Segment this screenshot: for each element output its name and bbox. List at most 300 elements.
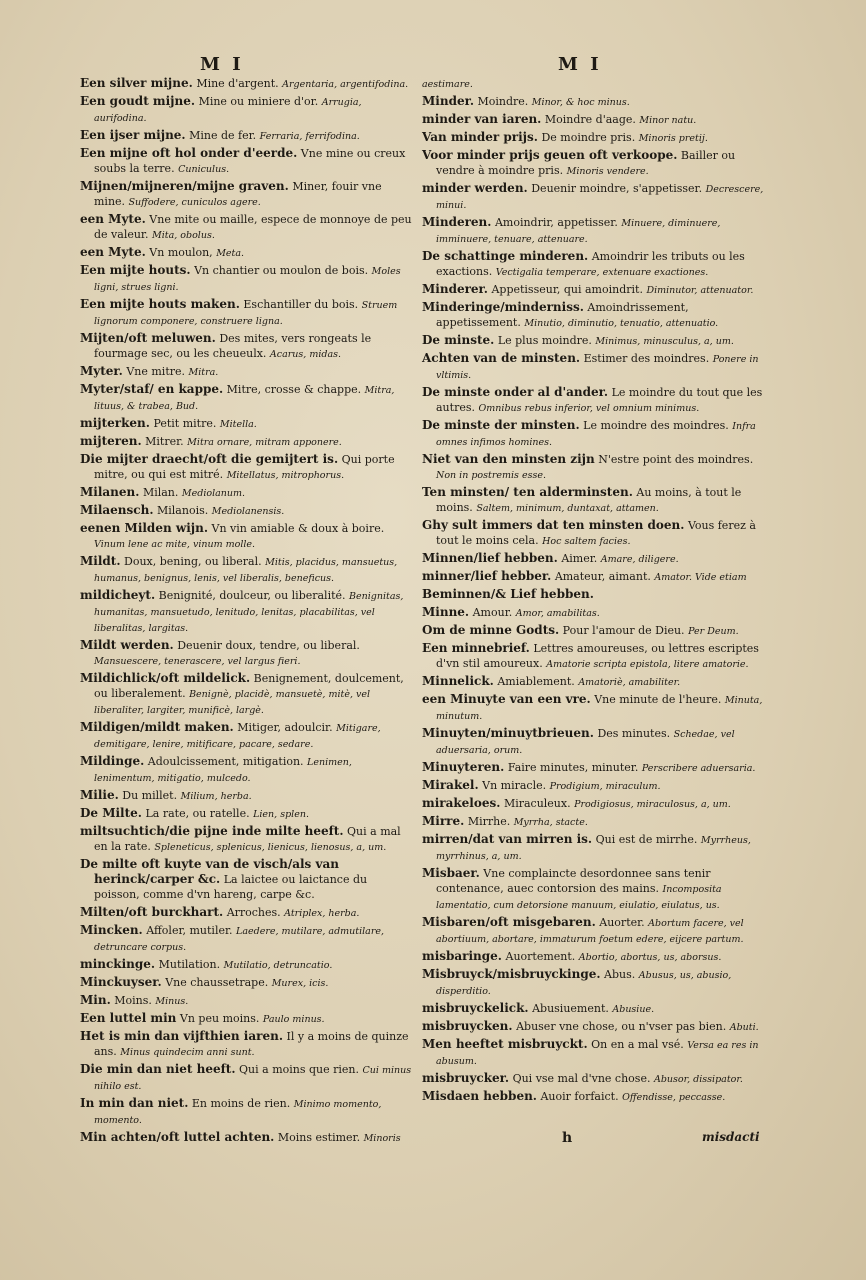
french-gloss: En moins de rien. [191,1097,291,1110]
dictionary-entry [80,364,415,380]
french-gloss: Vne complaincte desordonnee sans tenir contenance, auec contorsion des mains. [436,867,711,895]
headword: een Myte. [80,245,146,259]
headword: De schattinge minderen. [422,249,589,263]
latin-gloss: Mansuescere, tenerascere, vel largus fieri. [94,656,301,667]
latin-gloss: Minor natu. [639,115,697,126]
headword: Mildichlick/oft mildelick. [80,671,251,685]
latin-gloss: Perscribere aduersaria. [641,763,756,774]
dictionary-entry [422,485,770,516]
french-gloss: Affoler, mutiler. [146,924,233,937]
french-gloss: Moins estimer. [277,1131,361,1144]
dictionary-entry [80,1130,415,1146]
french-gloss: Des minutes. [597,727,671,740]
latin-gloss: Argentaria, argentifodina. [282,79,409,90]
french-gloss: Arroches. [226,906,281,919]
latin-gloss: Minor, & hoc minus. [531,97,630,108]
dictionary-entry [422,300,770,331]
headword: Minuyteren. [422,760,505,774]
headword: Ghy sult immers dat ten minsten doen. [422,518,685,532]
latin-gloss: Hoc saltem facies. [542,536,631,547]
french-gloss: Au moins, à tout le moins. [436,486,742,514]
dictionary-entry [422,814,770,830]
french-gloss: Le moindre des moindres. [583,419,729,432]
dictionary-entry [422,452,770,483]
dictionary-entry [422,796,770,812]
french-gloss: Il y a moins de quinze ans. [94,1030,409,1058]
dictionary-entry [80,905,415,921]
french-gloss: Vn peu moins. [179,1012,260,1025]
latin-gloss: Cuniculus. [178,164,230,175]
french-gloss: Vne minute de l'heure. [594,693,722,706]
headword: Minuyten/minuytbrieuen. [422,726,594,740]
headword: miltsuchtich/die pijne inde milte heeft. [80,824,344,838]
headword: Beminnen/& Lief hebben. [422,587,594,601]
latin-gloss: Diminutor, attenuator. [646,285,754,296]
headword: Mijnen/mijneren/mijne graven. [80,179,289,193]
latin-gloss: Cui minus nihilo est. [94,1065,412,1092]
latin-gloss: Amor, amabilitas. [515,608,600,619]
headword: mildicheyt. [80,588,156,602]
latin-gloss: Atriplex, herba. [284,908,360,919]
headword: minner/lief hebber. [422,569,552,583]
dictionary-entry [422,215,770,247]
latin-gloss: Mitis, placidus, mansuetus, humanus, benignus, lenis, vel liberalis, beneficus. [94,557,398,584]
headword: misbruyckelick. [422,1001,529,1015]
dictionary-entry [422,282,770,298]
headword: misbruycker. [422,1071,510,1085]
dictionary-entry [80,76,415,92]
dictionary-entry [80,671,415,718]
headword: minckinge. [80,957,156,971]
headword: Een mijte houts. [80,263,191,277]
french-gloss: Milan. [142,486,179,499]
latin-gloss: Suffodere, cuniculos agere. [128,197,261,208]
dictionary-entry [80,128,415,144]
latin-gloss: Benignitas, humanitas, mansuetudo, lenitudo, lenitas, placabilitas, vel liberalitas, largitas. [94,591,404,634]
french-gloss: Vne chaussetrape. [165,976,269,989]
headword: Minckuyser. [80,975,162,989]
dictionary-entry [80,1029,415,1060]
latin-gloss: Prodigium, miraculum. [549,781,661,792]
dictionary-entry [422,249,770,280]
headword: Milten/oft burckhart. [80,905,224,919]
dictionary-entry [80,1062,415,1094]
french-gloss: Eschantiller du bois. [243,298,359,311]
french-gloss: Mitiger, adoulcir. [237,721,333,734]
dictionary-entry [80,245,415,261]
french-gloss: Miner, fouir vne mine. [94,180,382,208]
french-gloss: Deuenir doux, tendre, ou liberal. [177,639,360,652]
dictionary-entry [422,760,770,776]
latin-gloss: Mita, obolus. [151,230,215,241]
signature-mark: h [562,1130,573,1146]
dictionary-entry [80,754,415,786]
french-gloss: Amiablement. [497,675,575,688]
french-gloss: Amoindrissement, appetissement. [436,301,689,329]
french-gloss: Moindre d'aage. [544,113,636,126]
dictionary-entry [80,521,415,552]
french-gloss: Mine de fer. [189,129,257,142]
dictionary-entry [80,452,415,483]
french-gloss: Bailler ou vendre à moindre pris. [436,149,736,177]
dictionary-entry [422,112,770,128]
dictionary-entry [80,957,415,973]
dictionary-entry [80,179,415,210]
french-gloss: Estimer des moindres. [583,352,710,365]
headword: mijteren. [80,434,142,448]
headword: mirakeloes. [422,796,501,810]
dictionary-entry [80,94,415,126]
french-gloss: Qui a mal en la rate. [94,825,401,853]
french-gloss: Moindre. [477,95,529,108]
latin-gloss: Minoris pretij. [638,133,708,144]
latin-gloss: Mitra. [188,367,219,378]
headword: Myter/staf/ en kappe. [80,382,224,396]
latin-gloss: Mediolanensis. [211,506,285,517]
french-gloss: N'estre point des moindres. [598,453,754,466]
headword: Van minder prijs. [422,130,538,144]
latin-gloss: Lenimen, lenimentum, mitigatio, mulcedo. [94,757,352,784]
latin-gloss: Amatorie scripta epistola, litere amatorie. [546,659,749,670]
latin-gloss: aestimare. [422,79,473,90]
french-gloss: Vn moulon, [149,246,213,259]
french-gloss: Mutilation. [158,958,221,971]
french-gloss: Vn miracle. [482,779,547,792]
dictionary-entry [80,263,415,295]
latin-gloss: Minus quindecim anni sunt. [120,1047,255,1058]
headword: Min. [80,993,111,1007]
latin-gloss: Abusiue. [612,1004,655,1015]
latin-gloss: Minimus, minusculus, a, um. [595,336,734,347]
dictionary-entry [80,146,415,177]
headword: Minnen/lief hebben. [422,551,558,565]
headword: Achten van de minsten. [422,351,581,365]
headword: Om de minne Godts. [422,623,560,637]
dictionary-entry [80,503,415,519]
french-gloss: Abuser vne chose, ou n'vser pas bien. [516,1020,727,1033]
headword: Voor minder prijs geuen oft verkoope. [422,148,678,162]
dictionary-entry [422,351,770,383]
french-gloss: Vne mine ou creux soubs la terre. [94,147,406,175]
french-gloss: Abusiuement. [532,1002,609,1015]
latin-gloss: Mitra, lituus, & trabea, Bud. [94,385,395,412]
latin-gloss: Vectigalia temperare, extenuare exactiones. [495,267,709,278]
headword: minder werden. [422,181,528,195]
headword: De minste. [422,333,495,347]
latin-gloss: Spleneticus, splenicus, lienicus, lienosus, a, um. [154,842,387,853]
dictionary-entry [80,720,415,752]
headword: Mildt werden. [80,638,174,652]
dictionary-entry [422,333,770,349]
dictionary-entry [422,551,770,567]
dictionary-entry [422,181,770,213]
latin-gloss: Amatoriè, amabiliter. [578,677,681,688]
headword: Mildt. [80,554,121,568]
dictionary-entry [80,1096,415,1128]
latin-gloss: Minuere, diminuere, imminuere, tenuare, attenuare. [436,218,721,245]
french-gloss: Mine ou miniere d'or. [198,95,319,108]
latin-gloss: Infra omnes infimos homines. [436,421,756,448]
headword: Die mijter draecht/oft die gemijtert is. [80,452,339,466]
dictionary-entry [80,788,415,804]
dictionary-entry [422,949,770,965]
headword: De milte oft kuyte van de visch/als van herinck/carper &c. [80,857,339,886]
dictionary-entry [422,569,770,585]
french-gloss: Miraculeux. [503,797,571,810]
headword: Misbruyck/misbruyckinge. [422,967,601,981]
latin-gloss: Myrrheus, myrrhinus, a, um. [436,835,751,862]
french-gloss: On en a mal vsé. [591,1038,684,1051]
dictionary-entry [422,605,770,621]
dictionary-entry [422,726,770,758]
headword: Een mijte houts maken. [80,297,240,311]
headword: eenen Milden wijn. [80,521,208,535]
french-gloss: Le plus moindre. [497,334,592,347]
dictionary-entry [422,915,770,947]
dictionary-entry [422,1071,770,1087]
latin-gloss: Saltem, minimum, duntaxat, attamen. [476,503,659,514]
latin-gloss: Abortio, abortus, us, aborsus. [578,952,722,963]
headword: Een goudt mijne. [80,94,196,108]
latin-gloss: Minutio, diminutio, tenuatio, attenuatio. [524,318,719,329]
latin-gloss: Mitra ornare, mitram apponere. [187,437,342,448]
headword: Misbaer. [422,866,480,880]
latin-gloss: Paulo minus. [262,1014,325,1025]
dictionary-entry [422,148,770,179]
dictionary-entry [80,331,415,362]
headword: Mirakel. [422,778,479,792]
french-gloss: Appetisseur, qui amoindrit. [491,283,643,296]
headword: mijterken. [80,416,150,430]
french-gloss: Deuenir moindre, s'appetisser. [531,182,703,195]
dictionary-entry [80,857,415,903]
left-column [80,76,415,1148]
headword: Een ijser mijne. [80,128,186,142]
dictionary-entry [80,923,415,955]
headword: Minder. [422,94,474,108]
latin-gloss: Abortum facere, vel abortiuum, abortare, immaturum foetum edere, eijcere partum. [436,918,744,945]
headword: Minnelick. [422,674,494,688]
french-gloss: Aimer. [561,552,598,565]
french-gloss: La laictee ou laictance du poisson, comme d'vn hareng, carpe &c. [94,873,368,901]
french-gloss: Benignement, doulcement, ou liberalement. [94,672,404,700]
headword: Ten minsten/ ten alderminsten. [422,485,633,499]
latin-gloss: Prodigiosus, miraculosus, a, um. [574,799,731,810]
french-gloss: Vn vin amiable & doux à boire. [211,522,385,535]
latin-gloss: Meta. [216,248,245,259]
headword: Myter. [80,364,123,378]
latin-gloss: Struem lignorum componere, construere ligna. [94,300,398,327]
headword: Milaensch. [80,503,154,517]
dictionary-entry [422,130,770,146]
dictionary-entry [422,1089,770,1105]
latin-gloss: Omnibus rebus inferior, vel omnium minimus. [478,403,700,414]
french-gloss: Petit mitre. [153,417,217,430]
french-gloss: Vne mite ou maille, espece de monnoye de peu de valeur. [94,213,412,241]
latin-gloss: Laedere, mutilare, admutilare, detruncare corpus. [94,926,385,953]
headword: De minste der minsten. [422,418,580,432]
dictionary-entry [80,975,415,991]
french-gloss: Amoindrir les tributs ou les exactions. [436,250,745,278]
latin-gloss: Schedae, vel aduersaria, orum. [436,729,735,756]
headword: Min achten/oft luttel achten. [80,1130,275,1144]
headword: misbaringe. [422,949,502,963]
french-gloss: Amoindrir, appetisser. [494,216,618,229]
dictionary-entry [80,554,415,586]
latin-gloss: Mitella. [219,419,257,430]
latin-gloss: Arrugia, aurifodina. [94,97,362,124]
headword: Een luttel min [80,1011,177,1025]
headword: Men heeftet misbruyckt. [422,1037,588,1051]
latin-gloss: Incomposita lamentatio, cum detorsione manuum, eiulatio, eiulatus, us. [436,884,722,911]
french-gloss: Mitre, crosse & chappe. [226,383,362,396]
french-gloss: Benignité, doulceur, ou liberalité. [158,589,346,602]
headword: De minste onder al d'ander. [422,385,609,399]
latin-gloss: Offendisse, peccasse. [622,1092,726,1103]
latin-gloss: Minuta, minutum. [436,695,763,722]
headword: Minderen. [422,215,492,229]
dictionary-entry [422,385,770,416]
dictionary-entry [80,1011,415,1027]
latin-gloss: Minimo momento, momento. [94,1099,382,1126]
latin-gloss: Milium, herba. [180,791,252,802]
headword: In min dan niet. [80,1096,189,1110]
latin-gloss: Acarus, midas. [269,349,342,360]
latin-gloss: Mediolanum. [181,488,246,499]
headword: Minderer. [422,282,488,296]
french-gloss: Moins. [114,994,152,1007]
headword: Een minnebrief. [422,641,530,655]
headword: Minne. [422,605,470,619]
french-gloss: Mirrhe. [467,815,511,828]
dictionary-entry [80,588,415,636]
french-gloss: Faire minutes, minuter. [507,761,639,774]
headword: Mincken. [80,923,143,937]
dictionary-entry [422,587,770,603]
dictionary-entry [422,76,770,92]
dictionary-entry [80,485,415,501]
dictionary-entry [422,94,770,110]
latin-gloss: Mitigare, demitigare, lenire, mitificare, pacare, sedare. [94,723,381,750]
french-gloss: Qui porte mitre, ou qui est mitré. [94,453,395,481]
dictionary-entry [80,993,415,1009]
french-gloss: Milanois. [157,504,209,517]
dictionary-entry [80,806,415,822]
dictionary-entry [80,638,415,669]
running-head-left: M I [200,54,244,75]
headword: mirren/dat van mirren is. [422,832,593,846]
latin-gloss: Moles ligni, strues ligni. [94,266,401,293]
french-gloss: Vous ferez à tout le moins cela. [436,519,756,547]
dictionary-entry [80,434,415,450]
dictionary-entry [422,692,770,724]
latin-gloss: Ferraria, ferrifodina. [259,131,360,142]
dictionary-entry [80,212,415,243]
latin-gloss: Minoris [363,1133,401,1144]
dictionary-entry [422,832,770,864]
latin-gloss: Versa ea res in abusum. [436,1040,759,1067]
french-gloss: Amateur, aimant. [554,570,651,583]
latin-gloss: Benignè, placidè, mansuetè, mitè, vel liberaliter, largiter, munificè, largè. [94,689,371,716]
french-gloss: Vn chantier ou moulon de bois. [194,264,369,277]
headword: Een silver mijne. [80,76,193,90]
headword: Misdaen hebben. [422,1089,537,1103]
french-gloss: Auortement. [505,950,576,963]
french-gloss: Auoir forfaict. [540,1090,619,1103]
dictionary-entry [80,824,415,855]
dictionary-entry [422,866,770,913]
latin-gloss: Amare, diligere. [600,554,679,565]
latin-gloss: Minus. [155,996,189,1007]
latin-gloss: Abusus, us, abusio, disperditio. [436,970,732,997]
dictionary-entry [422,518,770,549]
french-gloss: Mine d'argent. [196,77,279,90]
headword: Niet van den minsten zijn [422,452,595,466]
french-gloss: Qui vse mal d'vne chose. [512,1072,651,1085]
latin-gloss: Minoris vendere. [566,166,649,177]
latin-gloss: Vinum lene ac mite, vinum molle. [94,539,256,550]
right-column [422,76,770,1107]
headword: een Myte. [80,212,146,226]
dictionary-entry [422,418,770,450]
latin-gloss: Mutilatio, detruncatio. [223,960,333,971]
latin-gloss: Abusor, dissipator. [653,1074,743,1085]
headword: Milie. [80,788,119,802]
dictionary-entry [422,1019,770,1035]
french-gloss: La rate, ou ratelle. [145,807,250,820]
french-gloss: Doux, bening, ou liberal. [124,555,262,568]
dictionary-entry [422,778,770,794]
headword: Minderinge/minderniss. [422,300,584,314]
headword: Misbaren/oft misgebaren. [422,915,596,929]
french-gloss: Auorter. [599,916,645,929]
french-gloss: Mitrer. [145,435,184,448]
dictionary-entry [422,623,770,639]
headword: minder van iaren. [422,112,542,126]
running-head-right: M I [558,54,602,75]
french-gloss: Qui a moins que rien. [239,1063,359,1076]
latin-gloss: Myrrha, stacte. [513,817,588,828]
headword: Mirre. [422,814,465,828]
headword: De Milte. [80,806,142,820]
french-gloss: Vne mitre. [126,365,186,378]
headword: misbruycken. [422,1019,513,1033]
latin-gloss: Ponere in vltimis. [436,354,759,381]
headword: Een mijne oft hol onder d'eerde. [80,146,298,160]
headword: Milanen. [80,485,140,499]
french-gloss: Le moindre du tout que les autres. [436,386,763,414]
dictionary-entry [80,382,415,414]
latin-gloss: Per Deum. [688,626,739,637]
latin-gloss: Mitellatus, mitrophorus. [226,470,345,481]
dictionary-entry [422,1037,770,1069]
headword: Mildinge. [80,754,145,768]
french-gloss: Adoulcissement, mitigation. [147,755,304,768]
french-gloss: Du millet. [122,789,178,802]
latin-gloss: Murex, icis. [271,978,329,989]
french-gloss: Qui est de mirrhe. [595,833,698,846]
french-gloss: Amour. [472,606,513,619]
dictionary-entry [422,641,770,672]
dictionary-entry [422,674,770,690]
latin-gloss: Amator. Vide etiam [654,572,747,583]
headword: Het is min dan vijfthien iaren. [80,1029,284,1043]
dictionary-entry [422,1001,770,1017]
latin-gloss: Non in postremis esse. [436,470,546,481]
headword: een Minuyte van een vre. [422,692,591,706]
latin-gloss: Lien, splen. [253,809,309,820]
french-gloss: Pour l'amour de Dieu. [562,624,685,637]
